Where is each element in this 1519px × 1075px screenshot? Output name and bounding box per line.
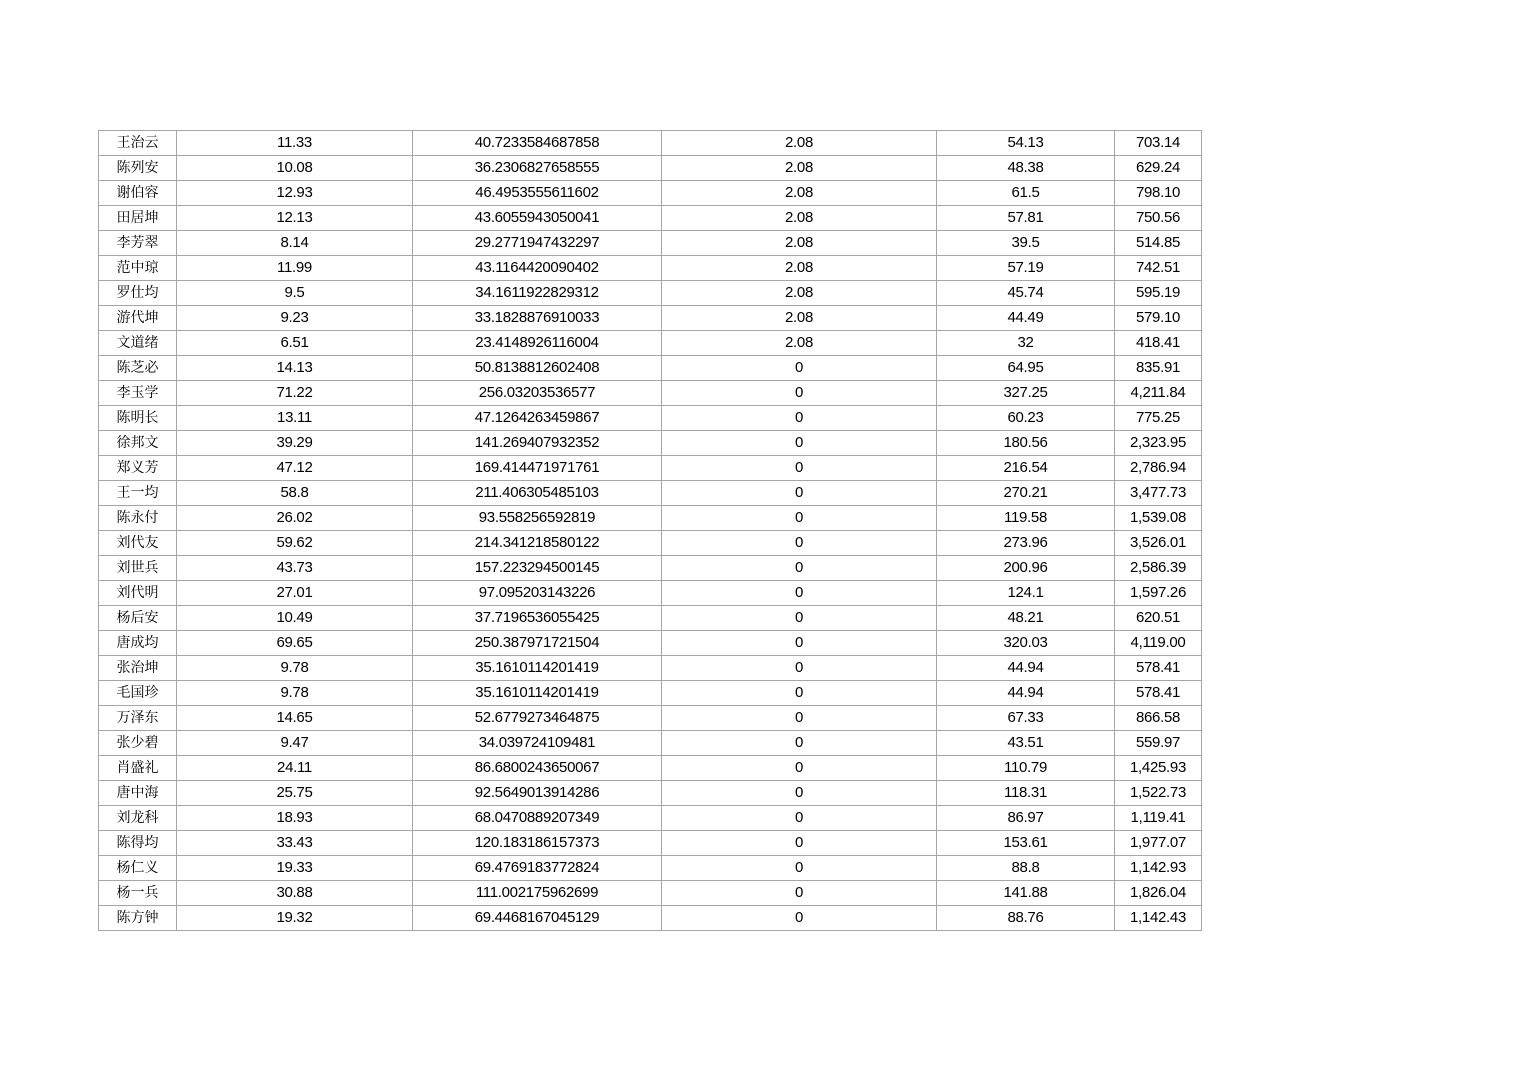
value-cell-4: 44.49	[937, 306, 1115, 331]
value-cell-4: 153.61	[937, 831, 1115, 856]
value-cell-2: 33.1828876910033	[413, 306, 662, 331]
table-row	[99, 731, 1202, 756]
value-cell-3: 0	[662, 581, 937, 606]
table-row	[99, 706, 1202, 731]
value-cell-3: 0	[662, 856, 937, 881]
total-cell: 595.19	[1115, 281, 1202, 306]
value-cell-3: 2.08	[662, 231, 937, 256]
name-cell: 郑义芳	[99, 456, 177, 481]
value-cell-4: 44.94	[937, 681, 1115, 706]
value-cell-2: 69.4769183772824	[413, 856, 662, 881]
total-cell: 3,477.73	[1115, 481, 1202, 506]
value-cell-4: 44.94	[937, 656, 1115, 681]
name-cell: 游代坤	[99, 306, 177, 331]
value-cell-3: 0	[662, 881, 937, 906]
table-row	[99, 306, 1202, 331]
value-cell-4: 86.97	[937, 806, 1115, 831]
value-cell-4: 273.96	[937, 531, 1115, 556]
value-cell-2: 214.341218580122	[413, 531, 662, 556]
name-cell: 李玉学	[99, 381, 177, 406]
value-cell-1: 9.23	[177, 306, 413, 331]
value-cell-3: 2.08	[662, 256, 937, 281]
value-cell-1: 18.93	[177, 806, 413, 831]
value-cell-2: 36.2306827658555	[413, 156, 662, 181]
value-cell-3: 2.08	[662, 331, 937, 356]
value-cell-2: 92.5649013914286	[413, 781, 662, 806]
value-cell-4: 88.8	[937, 856, 1115, 881]
table-row	[99, 581, 1202, 606]
value-cell-1: 69.65	[177, 631, 413, 656]
table-row	[99, 506, 1202, 531]
value-cell-2: 111.002175962699	[413, 881, 662, 906]
value-cell-1: 9.78	[177, 681, 413, 706]
value-cell-3: 0	[662, 556, 937, 581]
value-cell-3: 0	[662, 906, 937, 931]
value-cell-2: 256.03203536577	[413, 381, 662, 406]
table-row	[99, 331, 1202, 356]
name-cell: 陈方钟	[99, 906, 177, 931]
total-cell: 559.97	[1115, 731, 1202, 756]
value-cell-1: 30.88	[177, 881, 413, 906]
value-cell-1: 9.47	[177, 731, 413, 756]
total-cell: 418.41	[1115, 331, 1202, 356]
total-cell: 2,323.95	[1115, 431, 1202, 456]
table-body	[99, 131, 1202, 931]
name-cell: 谢伯容	[99, 181, 177, 206]
total-cell: 835.91	[1115, 356, 1202, 381]
value-cell-2: 52.6779273464875	[413, 706, 662, 731]
value-cell-3: 2.08	[662, 306, 937, 331]
table-row	[99, 606, 1202, 631]
value-cell-1: 10.08	[177, 156, 413, 181]
value-cell-3: 0	[662, 756, 937, 781]
value-cell-4: 60.23	[937, 406, 1115, 431]
value-cell-3: 2.08	[662, 131, 937, 156]
table-row	[99, 756, 1202, 781]
value-cell-1: 12.93	[177, 181, 413, 206]
value-cell-4: 200.96	[937, 556, 1115, 581]
value-cell-2: 120.183186157373	[413, 831, 662, 856]
value-cell-3: 0	[662, 406, 937, 431]
value-cell-2: 35.1610114201419	[413, 681, 662, 706]
value-cell-3: 0	[662, 481, 937, 506]
table-row	[99, 156, 1202, 181]
name-cell: 田居坤	[99, 206, 177, 231]
value-cell-1: 27.01	[177, 581, 413, 606]
name-cell: 王治云	[99, 131, 177, 156]
value-cell-4: 67.33	[937, 706, 1115, 731]
value-cell-3: 0	[662, 706, 937, 731]
value-cell-1: 25.75	[177, 781, 413, 806]
table-row	[99, 281, 1202, 306]
table-row	[99, 206, 1202, 231]
total-cell: 1,597.26	[1115, 581, 1202, 606]
name-cell: 唐成均	[99, 631, 177, 656]
name-cell: 陈得均	[99, 831, 177, 856]
name-cell: 毛国珍	[99, 681, 177, 706]
name-cell: 李芳翠	[99, 231, 177, 256]
total-cell: 742.51	[1115, 256, 1202, 281]
value-cell-3: 0	[662, 806, 937, 831]
value-cell-3: 0	[662, 731, 937, 756]
value-cell-2: 46.4953555611602	[413, 181, 662, 206]
value-cell-1: 9.5	[177, 281, 413, 306]
name-cell: 陈明长	[99, 406, 177, 431]
value-cell-4: 320.03	[937, 631, 1115, 656]
value-cell-4: 45.74	[937, 281, 1115, 306]
name-cell: 文道绪	[99, 331, 177, 356]
name-cell: 杨后安	[99, 606, 177, 631]
value-cell-4: 32	[937, 331, 1115, 356]
value-cell-1: 26.02	[177, 506, 413, 531]
total-cell: 798.10	[1115, 181, 1202, 206]
value-cell-2: 34.039724109481	[413, 731, 662, 756]
value-cell-2: 169.414471971761	[413, 456, 662, 481]
name-cell: 张治坤	[99, 656, 177, 681]
table-row	[99, 231, 1202, 256]
value-cell-1: 9.78	[177, 656, 413, 681]
value-cell-4: 110.79	[937, 756, 1115, 781]
table-row	[99, 381, 1202, 406]
value-cell-2: 29.2771947432297	[413, 231, 662, 256]
value-cell-4: 124.1	[937, 581, 1115, 606]
name-cell: 刘世兵	[99, 556, 177, 581]
name-cell: 陈芝必	[99, 356, 177, 381]
value-cell-2: 86.6800243650067	[413, 756, 662, 781]
value-cell-1: 33.43	[177, 831, 413, 856]
value-cell-3: 0	[662, 381, 937, 406]
value-cell-4: 57.19	[937, 256, 1115, 281]
value-cell-1: 43.73	[177, 556, 413, 581]
name-cell: 杨一兵	[99, 881, 177, 906]
value-cell-1: 8.14	[177, 231, 413, 256]
total-cell: 1,119.41	[1115, 806, 1202, 831]
table-row	[99, 256, 1202, 281]
total-cell: 866.58	[1115, 706, 1202, 731]
table-row	[99, 781, 1202, 806]
value-cell-2: 43.6055943050041	[413, 206, 662, 231]
value-cell-1: 11.99	[177, 256, 413, 281]
total-cell: 1,539.08	[1115, 506, 1202, 531]
name-cell: 罗仕均	[99, 281, 177, 306]
name-cell: 肖盛礼	[99, 756, 177, 781]
name-cell: 刘龙科	[99, 806, 177, 831]
value-cell-3: 0	[662, 506, 937, 531]
name-cell: 范中琼	[99, 256, 177, 281]
total-cell: 1,826.04	[1115, 881, 1202, 906]
table-row	[99, 831, 1202, 856]
total-cell: 629.24	[1115, 156, 1202, 181]
value-cell-2: 69.4468167045129	[413, 906, 662, 931]
total-cell: 1,977.07	[1115, 831, 1202, 856]
value-cell-2: 211.406305485103	[413, 481, 662, 506]
value-cell-1: 39.29	[177, 431, 413, 456]
value-cell-2: 50.8138812602408	[413, 356, 662, 381]
value-cell-1: 6.51	[177, 331, 413, 356]
value-cell-3: 0	[662, 781, 937, 806]
total-cell: 620.51	[1115, 606, 1202, 631]
total-cell: 579.10	[1115, 306, 1202, 331]
total-cell: 578.41	[1115, 681, 1202, 706]
value-cell-2: 157.223294500145	[413, 556, 662, 581]
value-cell-4: 57.81	[937, 206, 1115, 231]
value-cell-1: 14.13	[177, 356, 413, 381]
value-cell-4: 327.25	[937, 381, 1115, 406]
value-cell-2: 35.1610114201419	[413, 656, 662, 681]
total-cell: 1,142.43	[1115, 906, 1202, 931]
value-cell-2: 40.7233584687858	[413, 131, 662, 156]
value-cell-3: 2.08	[662, 181, 937, 206]
value-cell-1: 71.22	[177, 381, 413, 406]
table-row	[99, 406, 1202, 431]
value-cell-4: 88.76	[937, 906, 1115, 931]
value-cell-4: 119.58	[937, 506, 1115, 531]
total-cell: 1,425.93	[1115, 756, 1202, 781]
table-row	[99, 681, 1202, 706]
value-cell-3: 0	[662, 356, 937, 381]
value-cell-2: 34.1611922829312	[413, 281, 662, 306]
value-cell-1: 24.11	[177, 756, 413, 781]
value-cell-1: 47.12	[177, 456, 413, 481]
value-cell-1: 19.32	[177, 906, 413, 931]
total-cell: 703.14	[1115, 131, 1202, 156]
value-cell-2: 68.0470889207349	[413, 806, 662, 831]
table-row	[99, 881, 1202, 906]
total-cell: 2,586.39	[1115, 556, 1202, 581]
data-table	[98, 130, 1202, 931]
value-cell-4: 54.13	[937, 131, 1115, 156]
value-cell-4: 64.95	[937, 356, 1115, 381]
table-row	[99, 656, 1202, 681]
value-cell-3: 0	[662, 456, 937, 481]
value-cell-4: 48.38	[937, 156, 1115, 181]
value-cell-2: 250.387971721504	[413, 631, 662, 656]
value-cell-2: 43.1164420090402	[413, 256, 662, 281]
table-row	[99, 631, 1202, 656]
total-cell: 3,526.01	[1115, 531, 1202, 556]
table-row	[99, 131, 1202, 156]
table-row	[99, 181, 1202, 206]
name-cell: 陈永付	[99, 506, 177, 531]
value-cell-3: 0	[662, 656, 937, 681]
table-row	[99, 356, 1202, 381]
total-cell: 1,142.93	[1115, 856, 1202, 881]
value-cell-4: 118.31	[937, 781, 1115, 806]
value-cell-1: 59.62	[177, 531, 413, 556]
value-cell-2: 23.4148926116004	[413, 331, 662, 356]
table-row	[99, 531, 1202, 556]
value-cell-1: 12.13	[177, 206, 413, 231]
value-cell-2: 93.558256592819	[413, 506, 662, 531]
value-cell-1: 11.33	[177, 131, 413, 156]
value-cell-2: 141.269407932352	[413, 431, 662, 456]
name-cell: 陈列安	[99, 156, 177, 181]
value-cell-4: 270.21	[937, 481, 1115, 506]
value-cell-1: 19.33	[177, 856, 413, 881]
table-row	[99, 556, 1202, 581]
value-cell-3: 2.08	[662, 156, 937, 181]
value-cell-3: 2.08	[662, 206, 937, 231]
value-cell-1: 58.8	[177, 481, 413, 506]
value-cell-1: 13.11	[177, 406, 413, 431]
name-cell: 王一均	[99, 481, 177, 506]
table-row	[99, 481, 1202, 506]
table-row	[99, 906, 1202, 931]
value-cell-4: 48.21	[937, 606, 1115, 631]
total-cell: 750.56	[1115, 206, 1202, 231]
total-cell: 514.85	[1115, 231, 1202, 256]
name-cell: 唐中海	[99, 781, 177, 806]
value-cell-4: 43.51	[937, 731, 1115, 756]
table-row	[99, 431, 1202, 456]
value-cell-4: 61.5	[937, 181, 1115, 206]
value-cell-3: 0	[662, 681, 937, 706]
value-cell-2: 37.7196536055425	[413, 606, 662, 631]
total-cell: 775.25	[1115, 406, 1202, 431]
value-cell-2: 47.1264263459867	[413, 406, 662, 431]
name-cell: 徐邦文	[99, 431, 177, 456]
table-row	[99, 806, 1202, 831]
name-cell: 张少碧	[99, 731, 177, 756]
value-cell-1: 14.65	[177, 706, 413, 731]
value-cell-4: 141.88	[937, 881, 1115, 906]
value-cell-2: 97.095203143226	[413, 581, 662, 606]
value-cell-1: 10.49	[177, 606, 413, 631]
value-cell-4: 180.56	[937, 431, 1115, 456]
total-cell: 2,786.94	[1115, 456, 1202, 481]
name-cell: 万泽东	[99, 706, 177, 731]
name-cell: 杨仁义	[99, 856, 177, 881]
table-row	[99, 456, 1202, 481]
name-cell: 刘代友	[99, 531, 177, 556]
name-cell: 刘代明	[99, 581, 177, 606]
value-cell-3: 0	[662, 531, 937, 556]
value-cell-3: 2.08	[662, 281, 937, 306]
value-cell-3: 0	[662, 606, 937, 631]
table-row	[99, 856, 1202, 881]
value-cell-3: 0	[662, 831, 937, 856]
total-cell: 1,522.73	[1115, 781, 1202, 806]
value-cell-3: 0	[662, 631, 937, 656]
value-cell-3: 0	[662, 431, 937, 456]
total-cell: 4,211.84	[1115, 381, 1202, 406]
value-cell-4: 39.5	[937, 231, 1115, 256]
value-cell-4: 216.54	[937, 456, 1115, 481]
total-cell: 4,119.00	[1115, 631, 1202, 656]
total-cell: 578.41	[1115, 656, 1202, 681]
